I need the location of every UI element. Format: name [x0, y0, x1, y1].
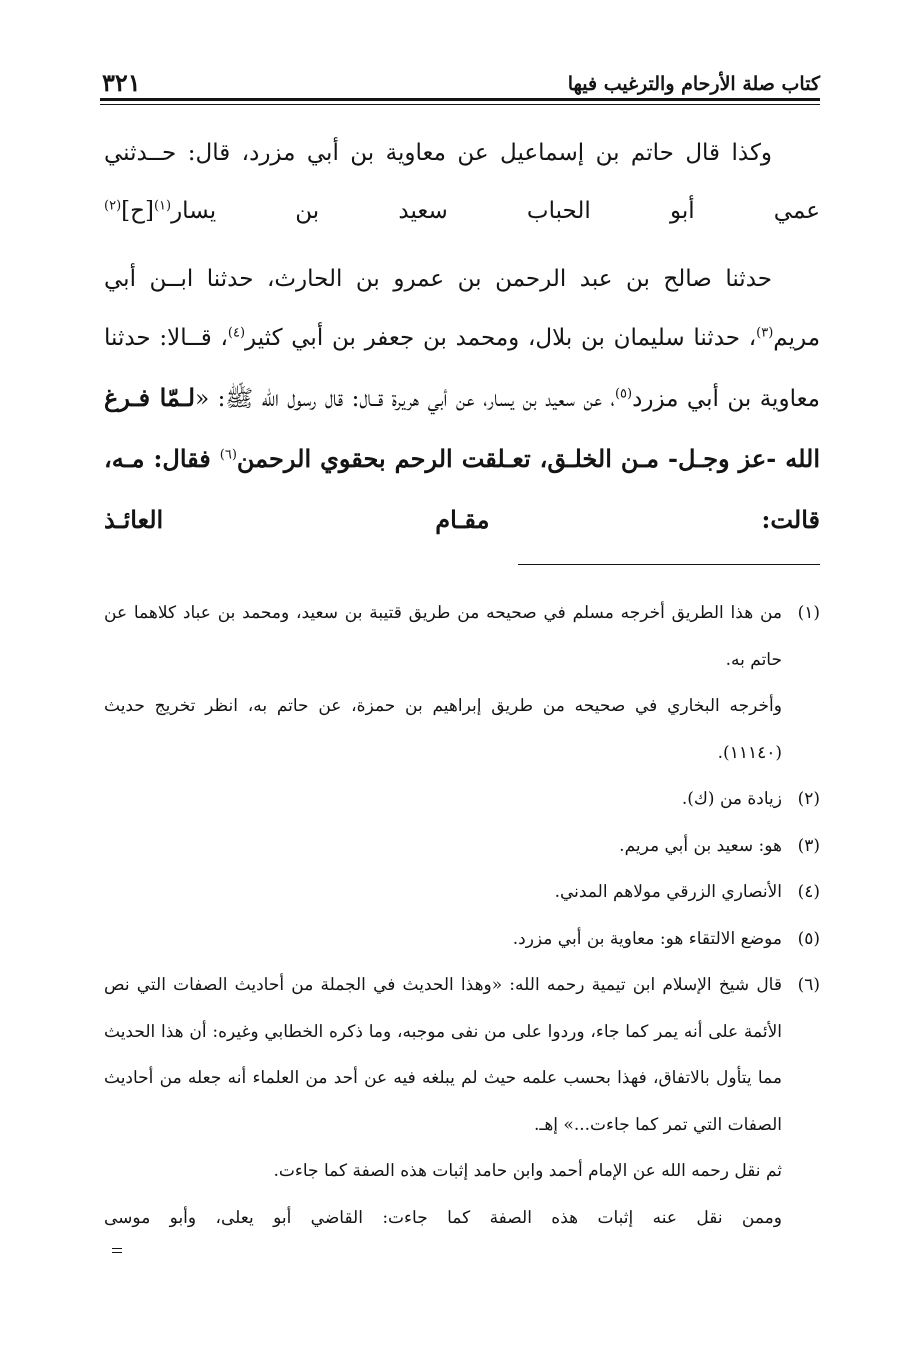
footnote-2: [104, 776, 820, 823]
continuation-mark: [112, 1248, 122, 1253]
footnote-number: (٦): [797, 975, 820, 995]
footnote-ref-4[interactable]: (٤): [227, 325, 246, 341]
footnote-ref-1[interactable]: (١): [153, 198, 172, 214]
footnote-text: الأنصاري الزرقي مولاهم المدني.: [554, 882, 782, 902]
isnad-text-4: ، عن سعيد بن يسار، عن أبي هريرة قــال: قال رسول الله ﷺ: «: [195, 386, 615, 412]
footnote-text: هو: سعيد بن أبي مريم.: [619, 835, 782, 856]
isnad-text-1: حدثنا صالح بن عبد الرحمن بن عمرو بن الحارث، حدثنا ابــن أبي مريم: [104, 266, 821, 351]
footnote-6: [104, 962, 820, 1148]
running-title: كتاب صلة الأرحام والترغيب فيها: [567, 73, 820, 95]
header-rule-thin: [100, 104, 820, 105]
footnote-6-continuation-2: وممن نقل عنه إثبات هذه الصفة كما جاءت: القاضي أبو يعلى، وأبو موسى: [104, 1207, 782, 1228]
page-header: [100, 70, 820, 106]
page-number: ٣٢١: [102, 68, 141, 97]
footnote-text: موضع الالتقاء هو: معاوية بن أبي مزرد.: [512, 928, 782, 949]
footnote-ref-6[interactable]: (٦): [219, 447, 237, 463]
footnote-number: (١): [797, 603, 820, 623]
footnote-5: [104, 916, 820, 963]
footnote-ref-3[interactable]: (٣): [756, 325, 774, 341]
isnad-text-3: ، قــالا: حدثنا معاوية بن أبي مزرد: [104, 325, 820, 412]
footnote-number: (٢): [797, 789, 820, 809]
footnote-separator: [518, 564, 820, 565]
footnote-4: [104, 869, 820, 916]
footnote-text: من هذا الطريق أخرجه مسلم في صحيحه من طريق قتيبة بن سعيد، ومحمد بن عباد كلاهما عن حاتم به.: [104, 603, 782, 670]
header-rule-thick: [100, 98, 820, 101]
variant-marker: [ح]: [121, 198, 154, 224]
footnote-6-continuation-1: ثم نقل رحمه الله عن الإمام أحمد وابن حامد إثبات هذه الصفة كما جاءت.: [273, 1161, 782, 1181]
hadith-text-2: فقال: مـه، قالت: مقـام العائـذ: [104, 444, 820, 534]
footnote-text: زيادة من (ك).: [681, 789, 782, 809]
footnotes: [104, 590, 820, 1241]
footnote-3: [104, 823, 820, 870]
footnote-1-continuation: وأخرجه البخاري في صحيحه من طريق إبراهيم بن حمزة، عن حاتم به، انظر تخريج حديث (١١١٤٠).: [104, 696, 782, 763]
paragraph-2: [104, 250, 820, 551]
main-text: [104, 124, 820, 551]
hadith-text-1: لـمّا فـرغ الله -عز وجـل- مـن الخلـق، تعـلقت الرحم بحقوي الرحمن: [104, 383, 820, 473]
footnote-number: (٤): [797, 882, 820, 902]
footnote-1: [104, 590, 820, 683]
footnote-number: (٥): [797, 928, 820, 949]
footnote-ref-5[interactable]: (٥): [614, 386, 633, 402]
paragraph-1: [104, 124, 820, 240]
paragraph-1-text: وكذا قال حاتم بن إسماعيل عن معاوية بن أبي مزرد، قال: حــدثني عمي أبو الحباب سعيد بن يسار: [104, 140, 820, 224]
footnote-text: قال شيخ الإسلام ابن تيمية رحمه الله: «وهذا الحديث في الجملة من أحاديث الصفات التي نص الأئمة على أنه يمر كما جاء، وردوا على من نفى موجبه، وما ذكره الخطابي وغيره: أن هذا الحديث مما يتأول بالاتفاق، فهذا بحسب علمه حيث لم يبلغه فيه عن أحد من العلماء أنه جعله من أحاديث الصفات التي تمر كما جاءت...» إهـ.: [104, 975, 782, 1135]
isnad-text-2: ، حدثنا سليمان بن بلال، ومحمد بن جعفر بن أبي كثير: [245, 325, 757, 351]
footnote-number: (٣): [797, 835, 820, 856]
footnote-ref-2[interactable]: (٢): [104, 198, 122, 214]
